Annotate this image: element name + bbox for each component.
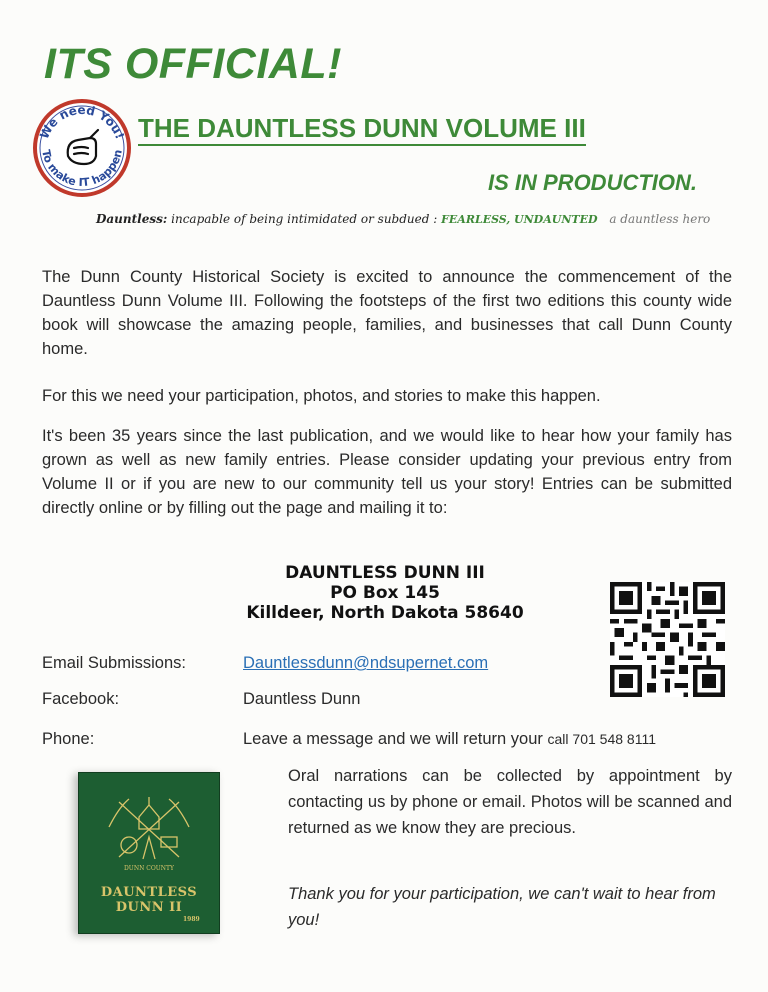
definition-synonyms: FEARLESS, UNDAUNTED (441, 213, 598, 226)
facebook-label: Facebook: (42, 690, 120, 708)
thank-you-text: Thank you for your participation, we can't wait to hear from you! (288, 885, 716, 929)
email-label: Email Submissions: (42, 654, 186, 672)
we-need-you-badge (32, 98, 132, 198)
definition-term: Dauntless: (96, 212, 168, 226)
book-year: 1989 (183, 916, 200, 923)
email-link[interactable]: Dauntlessdunn@ndsupernet.com (243, 654, 489, 672)
phone-message: Leave a message and we will return your (243, 730, 543, 748)
definition-meaning: incapable of being intimidated or subdued : (171, 212, 438, 226)
qr-code[interactable] (610, 582, 725, 697)
address-line1: DAUNTLESS DUNN III (285, 563, 485, 583)
update-paragraph: It's been 35 years since the last publication, and we would like to hear how your family has grown as well as new family entries. Please consider updating your previous entry from Volume II or if you are new to our community tell us your story! Entries can be submitted directly online or by filling out the page and mailing it to: (42, 427, 732, 517)
address-line3: Killdeer, North Dakota 58640 (246, 603, 524, 623)
badge-top-text: We need You! (37, 102, 127, 142)
facebook-value: Dauntless Dunn (243, 690, 361, 708)
book-subtitle: DUNN COUNTY (123, 865, 175, 872)
email-value (243, 654, 488, 673)
main-title: THE DAUNTLESS DUNN VOLUME III (138, 113, 586, 146)
headline: ITS OFFICIAL! (44, 40, 342, 88)
definition-example: a dauntless hero (609, 212, 711, 226)
dauntless-definition (96, 212, 710, 226)
participation-paragraph: For this we need your participation, photos, and stories to make this happen. (42, 387, 601, 405)
production-subtitle: IS IN PRODUCTION. (488, 170, 698, 195)
intro-paragraph: The Dunn County Historical Society is excited to announce the commencement of the Dauntless Dunn Volume III. Following the footsteps of the first two editions this county wide book will showcase the amazing people, families, and businesses that call Dunn County home. (42, 268, 732, 358)
volume-ii-book-cover (78, 772, 220, 934)
phone-number: call 701 548 8111 (547, 731, 656, 747)
county-emblem-icon (99, 787, 199, 867)
oral-narrations-text: Oral narrations can be collected by appointment by contacting us by phone or email. Photos will be scanned and returned as we know they are precious. (288, 767, 732, 837)
badge-bottom-text: To make IT happen (39, 148, 125, 190)
phone-value (243, 730, 656, 749)
address-line2: PO Box 145 (330, 583, 440, 603)
phone-label: Phone: (42, 730, 95, 748)
mailing-address (190, 563, 580, 623)
book-title: DAUNTLESS DUNN II (100, 885, 198, 915)
